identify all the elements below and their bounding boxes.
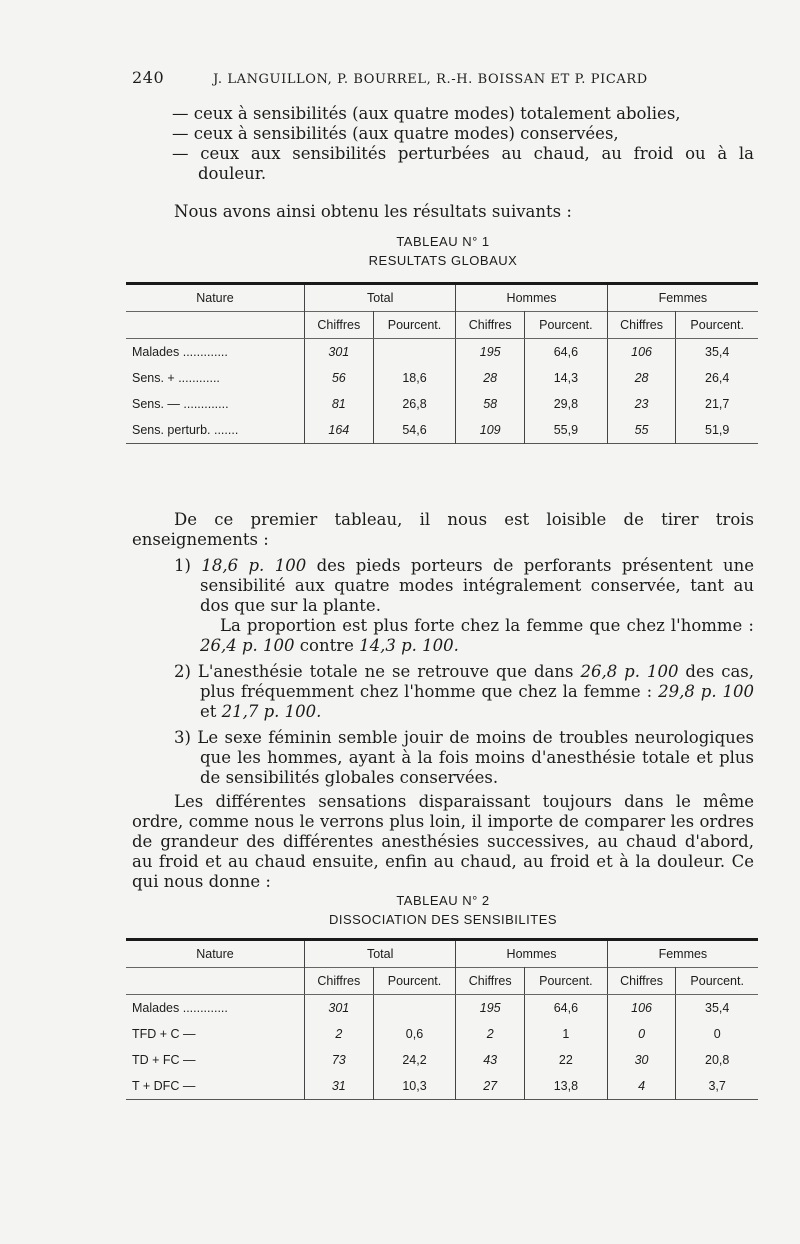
table-row: [126, 1073, 758, 1100]
item-number: 3): [174, 728, 191, 747]
table-row: [126, 417, 758, 444]
cell: [373, 339, 456, 366]
body-text: [132, 510, 754, 892]
cell: 81: [305, 391, 374, 417]
numbered-item-3: [132, 728, 754, 788]
item-number: 2): [174, 662, 191, 681]
cell: 22: [525, 1047, 608, 1073]
cell: 58: [456, 391, 525, 417]
sub-chiffres: Chiffres: [607, 312, 676, 339]
results-line: Nous avons ainsi obtenu les résultats suivants :: [174, 202, 572, 221]
intro-list: [132, 104, 754, 184]
cell: 195: [456, 995, 525, 1022]
paragraph: Les différentes sensations disparaissant toujours dans le même ordre, comme nous le verrons plus loin, il importe de comparer les ordres de grandeur des différentes anesthésies successives, au chaud d'abord, au froid et au chaud ensuite, enfin au chaud, au froid et à la douleur. Ce qui nous donne :: [132, 792, 754, 891]
cell: 51,9: [705, 423, 730, 437]
col-femmes: Femmes: [658, 947, 708, 961]
cell: 35,4: [705, 1001, 730, 1015]
cell: 64,6: [525, 995, 608, 1022]
item-text: des cas, plus fréquemment chez l'homme que chez la femme :: [200, 662, 754, 701]
authors-line: J. LANGUILLON, P. BOURREL, R.-H. BOISSAN ET P. PICARD: [213, 72, 648, 87]
table1-caption: [132, 232, 754, 270]
cell: 164: [305, 417, 374, 444]
cell: [373, 995, 456, 1022]
item-text: contre: [294, 636, 360, 655]
sub-pourcent: Pourcent.: [525, 312, 608, 339]
table2-caption: [132, 891, 754, 929]
emphasis: 29,8 p. 100: [658, 682, 754, 701]
numbered-item-2: [132, 662, 754, 722]
table-row: [126, 339, 758, 366]
sub-chiffres: Chiffres: [456, 312, 525, 339]
cell: 2: [305, 1021, 374, 1047]
cell: 26,8: [373, 391, 456, 417]
cell: 54,6: [373, 417, 456, 444]
item-number: 1): [174, 556, 191, 575]
table-row: [126, 1047, 758, 1073]
sub-pourcent: Pourcent.: [676, 968, 758, 995]
row-label: Malades .............: [126, 339, 305, 366]
emphasis: 21,7 p. 100.: [221, 702, 322, 721]
cell: 30: [607, 1047, 676, 1073]
table-dissociation-sensibilites: [126, 938, 758, 1100]
table2-title: DISSOCIATION DES SENSIBILITES: [328, 912, 558, 927]
cell: 4: [607, 1073, 676, 1100]
list-item: — ceux à sensibilités (aux quatre modes) conservées,: [172, 124, 619, 143]
cell: 3,7: [708, 1079, 726, 1093]
row-label: T + DFC —: [126, 1073, 305, 1100]
emphasis: 14,3 p. 100.: [359, 636, 459, 655]
sub-pourcent: Pourcent.: [373, 968, 456, 995]
cell: 1: [525, 1021, 608, 1047]
cell: 0: [607, 1021, 676, 1047]
cell: 20,8: [705, 1053, 730, 1067]
paragraph: De ce premier tableau, il nous est loisible de tirer trois enseignements :: [132, 510, 754, 549]
cell: 2: [456, 1021, 525, 1047]
table1-title: RESULTATS GLOBAUX: [368, 253, 518, 268]
emphasis: 18,6 p. 100: [201, 556, 307, 575]
cell: 301: [305, 339, 374, 366]
cell: 106: [607, 995, 676, 1022]
row-label: TFD + C —: [126, 1021, 305, 1047]
cell: 56: [305, 365, 374, 391]
cell: 73: [305, 1047, 374, 1073]
table1-number: TABLEAU N° 1: [396, 234, 490, 249]
item-text: Le sexe féminin semble jouir de moins de troubles neurologiques que les hommes, ayant à la fois moins d'anesthésie totale et plus de sensibilités globales conservées.: [197, 728, 754, 787]
cell: 10,3: [373, 1073, 456, 1100]
table2-number: TABLEAU N° 2: [396, 893, 490, 908]
table-row: [126, 995, 758, 1022]
cell: 195: [456, 339, 525, 366]
sub-pourcent: Pourcent.: [373, 312, 456, 339]
list-item: — ceux à sensibilités (aux quatre modes) totalement abolies,: [172, 104, 681, 123]
table-row: [126, 365, 758, 391]
cell: 43: [456, 1047, 525, 1073]
item-text: et: [200, 702, 222, 721]
sub-pourcent: Pourcent.: [676, 312, 758, 339]
col-hommes: Hommes: [456, 940, 607, 968]
item-text: La proportion est plus forte chez la femme que chez l'homme :: [220, 616, 754, 635]
cell: 55,9: [525, 417, 608, 444]
table-row: [126, 1021, 758, 1047]
sub-chiffres: Chiffres: [607, 968, 676, 995]
row-label: Sens. + ............: [126, 365, 305, 391]
row-label: TD + FC —: [126, 1047, 305, 1073]
emphasis: 26,8 p. 100: [580, 662, 679, 681]
sub-pourcent: Pourcent.: [525, 968, 608, 995]
row-label: Sens. — .............: [126, 391, 305, 417]
emphasis: 26,4 p. 100: [200, 636, 295, 655]
cell: 55: [607, 417, 676, 444]
cell: 14,3: [525, 365, 608, 391]
cell: 35,4: [705, 345, 730, 359]
cell: 106: [607, 339, 676, 366]
item-text: des pieds porteurs de perforants présentent une sensibilité aux quatre modes intégralement conservée, tant au dos que sur la plante.: [200, 556, 754, 615]
cell: 13,8: [525, 1073, 608, 1100]
row-label: Malades .............: [126, 995, 305, 1022]
item-text: L'anesthésie totale ne se retrouve que dans: [197, 662, 581, 681]
col-nature: Nature: [126, 284, 305, 312]
cell: 29,8: [525, 391, 608, 417]
cell: 24,2: [373, 1047, 456, 1073]
cell: 26,4: [705, 371, 730, 385]
sub-chiffres: Chiffres: [305, 968, 374, 995]
cell: 109: [456, 417, 525, 444]
sub-chiffres: Chiffres: [456, 968, 525, 995]
cell: 23: [607, 391, 676, 417]
cell: 301: [305, 995, 374, 1022]
cell: 28: [607, 365, 676, 391]
page-number: 240: [132, 68, 165, 87]
cell: 31: [305, 1073, 374, 1100]
col-nature: Nature: [126, 940, 305, 968]
col-total: Total: [305, 940, 456, 968]
table-resultats-globaux: [126, 282, 758, 444]
numbered-item-1-continued: [132, 616, 754, 656]
col-femmes: Femmes: [658, 291, 708, 305]
sub-chiffres: Chiffres: [305, 312, 374, 339]
cell: 64,6: [525, 339, 608, 366]
cell: 21,7: [705, 397, 730, 411]
list-item: — ceux aux sensibilités perturbées au chaud, au froid ou à la douleur.: [172, 144, 754, 183]
numbered-item-1: [132, 556, 754, 616]
cell: 0: [713, 1027, 721, 1041]
col-total: Total: [305, 284, 456, 312]
table-row: [126, 391, 758, 417]
row-label: Sens. perturb. .......: [126, 417, 305, 444]
cell: 27: [456, 1073, 525, 1100]
col-hommes: Hommes: [456, 284, 607, 312]
running-header: [132, 68, 752, 87]
cell: 0,6: [373, 1021, 456, 1047]
cell: 28: [456, 365, 525, 391]
cell: 18,6: [373, 365, 456, 391]
